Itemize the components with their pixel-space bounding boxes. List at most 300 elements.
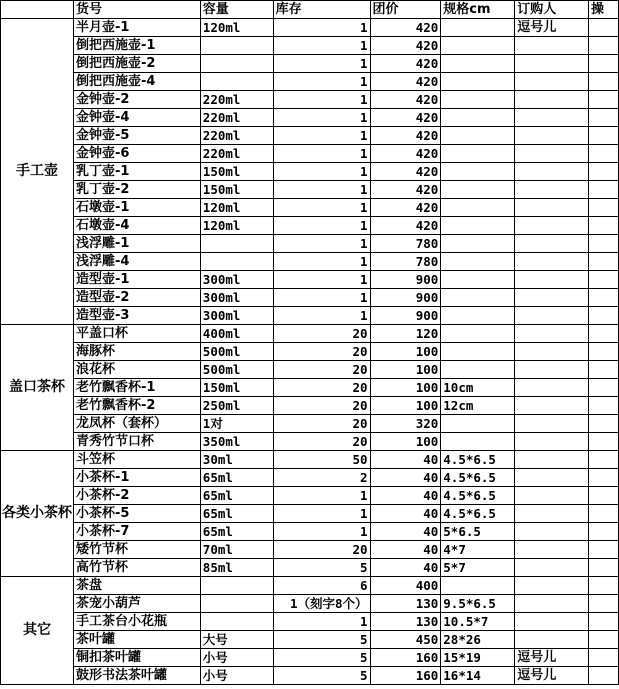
stock-cell[interactable]: 5 [273, 667, 370, 685]
buyer-cell[interactable] [515, 145, 589, 163]
group-price-cell[interactable]: 40 [370, 505, 441, 523]
item-number-cell[interactable]: 金钟壶-6 [73, 145, 200, 163]
column-header-cut-off[interactable]: 操 [589, 1, 619, 19]
stock-cell[interactable]: 1（刻字8个） [273, 595, 370, 613]
size-cell[interactable] [441, 343, 515, 361]
empty-cell[interactable] [589, 451, 619, 469]
stock-cell[interactable]: 20 [273, 361, 370, 379]
empty-cell[interactable] [589, 127, 619, 145]
item-number-cell[interactable]: 青秀竹节口杯 [73, 433, 200, 451]
size-cell[interactable]: 28*26 [441, 631, 515, 649]
item-number-cell[interactable]: 龙凤杯（套杯） [73, 415, 200, 433]
group-price-cell[interactable]: 420 [370, 73, 441, 91]
capacity-cell[interactable]: 120ml [200, 217, 273, 235]
size-cell[interactable]: 16*14 [441, 667, 515, 685]
stock-cell[interactable]: 1 [273, 235, 370, 253]
item-number-cell[interactable]: 老竹飘香杯-1 [73, 379, 200, 397]
buyer-cell[interactable] [515, 127, 589, 145]
capacity-cell[interactable]: 350ml [200, 433, 273, 451]
capacity-cell[interactable]: 120ml [200, 19, 273, 37]
empty-cell[interactable] [589, 325, 619, 343]
item-number-cell[interactable]: 茶宠小葫芦 [73, 595, 200, 613]
capacity-cell[interactable]: 65ml [200, 469, 273, 487]
buyer-cell[interactable] [515, 235, 589, 253]
stock-cell[interactable]: 1 [273, 289, 370, 307]
capacity-cell[interactable]: 85ml [200, 559, 273, 577]
capacity-cell[interactable]: 220ml [200, 127, 273, 145]
column-header-buyer[interactable]: 订购人 [515, 1, 589, 19]
item-number-cell[interactable]: 倒把西施壶-2 [73, 55, 200, 73]
buyer-cell[interactable] [515, 415, 589, 433]
size-cell[interactable]: 5*7 [441, 559, 515, 577]
buyer-cell[interactable] [515, 253, 589, 271]
item-number-cell[interactable]: 倒把西施壶-4 [73, 73, 200, 91]
buyer-cell[interactable] [515, 559, 589, 577]
group-price-cell[interactable]: 420 [370, 145, 441, 163]
item-number-cell[interactable]: 浅浮雕-1 [73, 235, 200, 253]
stock-cell[interactable]: 2 [273, 469, 370, 487]
capacity-cell[interactable]: 220ml [200, 145, 273, 163]
table-row [1, 361, 619, 379]
table-row [1, 433, 619, 451]
table-row [1, 217, 619, 235]
empty-cell[interactable] [589, 613, 619, 631]
size-cell[interactable]: 10.5*7 [441, 613, 515, 631]
table-row [1, 559, 619, 577]
table-row [1, 631, 619, 649]
stock-cell[interactable]: 20 [273, 325, 370, 343]
group-price-cell[interactable]: 100 [370, 397, 441, 415]
table-row [1, 109, 619, 127]
buyer-cell[interactable] [515, 451, 589, 469]
group-price-cell[interactable]: 780 [370, 235, 441, 253]
empty-cell[interactable] [589, 289, 619, 307]
buyer-cell[interactable] [515, 577, 589, 595]
table-row [1, 253, 619, 271]
empty-cell[interactable] [589, 109, 619, 127]
category-cell[interactable]: 盖口茶杯 [1, 325, 74, 451]
category-cell[interactable]: 各类小茶杯 [1, 451, 74, 577]
empty-cell[interactable] [589, 253, 619, 271]
stock-cell[interactable]: 5 [273, 559, 370, 577]
category-cell[interactable]: 手工壶 [1, 19, 74, 325]
stock-cell[interactable]: 20 [273, 397, 370, 415]
size-cell[interactable]: 4.5*6.5 [441, 451, 515, 469]
buyer-cell[interactable] [515, 361, 589, 379]
item-number-cell[interactable]: 金钟壶-4 [73, 109, 200, 127]
column-header-group-price[interactable]: 团价 [370, 1, 441, 19]
capacity-cell[interactable]: 1对 [200, 415, 273, 433]
item-number-cell[interactable]: 小茶杯-2 [73, 487, 200, 505]
empty-cell[interactable] [589, 415, 619, 433]
item-number-cell[interactable]: 浅浮雕-4 [73, 253, 200, 271]
empty-cell[interactable] [589, 37, 619, 55]
stock-cell[interactable]: 20 [273, 415, 370, 433]
empty-cell[interactable] [589, 433, 619, 451]
item-number-cell[interactable]: 斗笠杯 [73, 451, 200, 469]
group-price-cell[interactable]: 40 [370, 469, 441, 487]
table-row [1, 397, 619, 415]
empty-cell[interactable] [589, 523, 619, 541]
stock-cell[interactable]: 1 [273, 181, 370, 199]
capacity-cell[interactable]: 220ml [200, 109, 273, 127]
size-cell[interactable] [441, 235, 515, 253]
item-number-cell[interactable]: 乳丁壶-1 [73, 163, 200, 181]
size-cell[interactable] [441, 253, 515, 271]
table-row [1, 235, 619, 253]
capacity-cell[interactable]: 400ml [200, 325, 273, 343]
stock-cell[interactable]: 1 [273, 523, 370, 541]
size-cell[interactable] [441, 127, 515, 145]
buyer-cell[interactable] [515, 505, 589, 523]
buyer-cell[interactable]: 逗号儿 [515, 649, 589, 667]
table-row [1, 73, 619, 91]
group-price-cell[interactable]: 900 [370, 307, 441, 325]
group-price-cell[interactable]: 120 [370, 325, 441, 343]
item-number-cell[interactable]: 造型壶-3 [73, 307, 200, 325]
item-number-cell[interactable]: 鼓形书法茶叶罐 [73, 667, 200, 685]
size-cell[interactable]: 4.5*6.5 [441, 487, 515, 505]
size-cell[interactable] [441, 307, 515, 325]
group-price-cell[interactable]: 40 [370, 559, 441, 577]
stock-cell[interactable]: 1 [273, 55, 370, 73]
buyer-cell[interactable] [515, 73, 589, 91]
group-price-cell[interactable]: 420 [370, 163, 441, 181]
size-cell[interactable] [441, 577, 515, 595]
empty-cell[interactable] [589, 271, 619, 289]
empty-cell[interactable] [589, 73, 619, 91]
capacity-cell[interactable]: 150ml [200, 379, 273, 397]
size-cell[interactable] [441, 415, 515, 433]
stock-cell[interactable]: 1 [273, 217, 370, 235]
table-row [1, 325, 619, 343]
group-price-cell[interactable]: 130 [370, 595, 441, 613]
table-row [1, 163, 619, 181]
stock-cell[interactable]: 1 [273, 19, 370, 37]
category-cell[interactable]: 其它 [1, 577, 74, 685]
stock-cell[interactable]: 1 [273, 505, 370, 523]
empty-cell[interactable] [589, 19, 619, 37]
table-row [1, 523, 619, 541]
item-number-cell[interactable]: 石墩壶-1 [73, 199, 200, 217]
capacity-cell[interactable]: 30ml [200, 451, 273, 469]
item-number-cell[interactable]: 倒把西施壶-1 [73, 37, 200, 55]
capacity-cell[interactable]: 大号 [200, 631, 273, 649]
buyer-cell[interactable]: 逗号儿 [515, 19, 589, 37]
capacity-cell[interactable]: 120ml [200, 199, 273, 217]
buyer-cell[interactable] [515, 631, 589, 649]
stock-cell[interactable]: 20 [273, 433, 370, 451]
table-row [1, 343, 619, 361]
group-price-cell[interactable]: 100 [370, 343, 441, 361]
column-header-item-number[interactable]: 货号 [73, 1, 200, 19]
size-cell[interactable] [441, 55, 515, 73]
empty-cell[interactable] [589, 199, 619, 217]
buyer-cell[interactable] [515, 433, 589, 451]
buyer-cell[interactable] [515, 55, 589, 73]
capacity-cell[interactable]: 300ml [200, 289, 273, 307]
capacity-cell[interactable]: 300ml [200, 271, 273, 289]
group-price-cell[interactable]: 400 [370, 577, 441, 595]
stock-cell[interactable]: 5 [273, 631, 370, 649]
buyer-cell[interactable] [515, 199, 589, 217]
size-cell[interactable] [441, 91, 515, 109]
table-row [1, 199, 619, 217]
stock-cell[interactable]: 20 [273, 541, 370, 559]
item-number-cell[interactable]: 造型壶-2 [73, 289, 200, 307]
group-price-cell[interactable]: 450 [370, 631, 441, 649]
size-cell[interactable]: 5*6.5 [441, 523, 515, 541]
capacity-cell[interactable]: 300ml [200, 307, 273, 325]
size-cell[interactable]: 12cm [441, 397, 515, 415]
group-price-cell[interactable]: 420 [370, 127, 441, 145]
item-number-cell[interactable]: 金钟壶-5 [73, 127, 200, 145]
capacity-cell[interactable]: 150ml [200, 163, 273, 181]
stock-cell[interactable]: 20 [273, 343, 370, 361]
buyer-cell[interactable] [515, 379, 589, 397]
group-price-cell[interactable]: 900 [370, 289, 441, 307]
buyer-cell[interactable] [515, 523, 589, 541]
item-number-cell[interactable]: 小茶杯-7 [73, 523, 200, 541]
item-number-cell[interactable]: 乳丁壶-2 [73, 181, 200, 199]
column-header-stock[interactable]: 库存 [273, 1, 370, 19]
stock-cell[interactable]: 6 [273, 577, 370, 595]
capacity-cell[interactable] [200, 37, 273, 55]
empty-cell[interactable] [589, 181, 619, 199]
capacity-cell[interactable]: 150ml [200, 181, 273, 199]
size-cell[interactable]: 15*19 [441, 649, 515, 667]
table-row [1, 37, 619, 55]
stock-cell[interactable]: 20 [273, 379, 370, 397]
size-cell[interactable] [441, 325, 515, 343]
empty-cell[interactable] [589, 235, 619, 253]
table-row [1, 19, 619, 37]
group-price-cell[interactable]: 100 [370, 361, 441, 379]
capacity-cell[interactable] [200, 253, 273, 271]
empty-cell[interactable] [589, 307, 619, 325]
group-price-cell[interactable]: 780 [370, 253, 441, 271]
item-number-cell[interactable]: 茶盘 [73, 577, 200, 595]
buyer-cell[interactable] [515, 91, 589, 109]
empty-cell[interactable] [589, 343, 619, 361]
table-row [1, 613, 619, 631]
item-number-cell[interactable]: 半月壶-1 [73, 19, 200, 37]
capacity-cell[interactable]: 65ml [200, 523, 273, 541]
size-cell[interactable] [441, 19, 515, 37]
size-cell[interactable]: 9.5*6.5 [441, 595, 515, 613]
column-header-size[interactable]: 规格cm [441, 1, 515, 19]
group-price-cell[interactable]: 100 [370, 379, 441, 397]
stock-cell[interactable]: 1 [273, 145, 370, 163]
empty-cell[interactable] [589, 649, 619, 667]
table-row [1, 145, 619, 163]
size-cell[interactable]: 4.5*6.5 [441, 469, 515, 487]
buyer-cell[interactable] [515, 595, 589, 613]
size-cell[interactable] [441, 271, 515, 289]
group-price-cell[interactable]: 420 [370, 181, 441, 199]
item-number-cell[interactable]: 老竹飘香杯-2 [73, 397, 200, 415]
empty-cell[interactable] [589, 91, 619, 109]
table-row [1, 649, 619, 667]
column-header-capacity[interactable]: 容量 [200, 1, 273, 19]
size-cell[interactable]: 4.5*6.5 [441, 505, 515, 523]
empty-cell[interactable] [589, 667, 619, 685]
group-price-cell[interactable]: 40 [370, 451, 441, 469]
stock-cell[interactable]: 1 [273, 613, 370, 631]
size-cell[interactable] [441, 181, 515, 199]
capacity-cell[interactable]: 220ml [200, 91, 273, 109]
capacity-cell[interactable]: 65ml [200, 487, 273, 505]
capacity-cell[interactable]: 65ml [200, 505, 273, 523]
group-price-cell[interactable]: 420 [370, 19, 441, 37]
buyer-cell[interactable]: 逗号儿 [515, 667, 589, 685]
group-price-cell[interactable]: 420 [370, 217, 441, 235]
capacity-cell[interactable]: 250ml [200, 397, 273, 415]
size-cell[interactable] [441, 163, 515, 181]
item-number-cell[interactable]: 茶叶罐 [73, 631, 200, 649]
capacity-cell[interactable] [200, 595, 273, 613]
capacity-cell[interactable]: 小号 [200, 649, 273, 667]
table-row [1, 451, 619, 469]
buyer-cell[interactable] [515, 397, 589, 415]
group-price-cell[interactable]: 420 [370, 109, 441, 127]
buyer-cell[interactable] [515, 613, 589, 631]
capacity-cell[interactable] [200, 577, 273, 595]
stock-cell[interactable]: 1 [273, 487, 370, 505]
item-number-cell[interactable]: 小茶杯-1 [73, 469, 200, 487]
capacity-cell[interactable] [200, 55, 273, 73]
table-row [1, 577, 619, 595]
empty-cell[interactable] [589, 469, 619, 487]
empty-cell[interactable] [589, 145, 619, 163]
capacity-cell[interactable] [200, 613, 273, 631]
size-cell[interactable] [441, 73, 515, 91]
empty-cell[interactable] [589, 505, 619, 523]
empty-cell[interactable] [589, 595, 619, 613]
empty-cell[interactable] [589, 163, 619, 181]
empty-cell[interactable] [589, 559, 619, 577]
buyer-cell[interactable] [515, 217, 589, 235]
buyer-cell[interactable] [515, 271, 589, 289]
size-cell[interactable] [441, 361, 515, 379]
group-price-cell[interactable]: 40 [370, 487, 441, 505]
empty-cell[interactable] [589, 217, 619, 235]
table-row [1, 667, 619, 685]
item-number-cell[interactable]: 平盖口杯 [73, 325, 200, 343]
capacity-cell[interactable]: 500ml [200, 343, 273, 361]
table-row [1, 379, 619, 397]
corner-cell[interactable] [1, 1, 74, 19]
buyer-cell[interactable] [515, 487, 589, 505]
stock-cell[interactable]: 1 [273, 91, 370, 109]
group-price-cell[interactable]: 900 [370, 271, 441, 289]
stock-cell[interactable]: 1 [273, 271, 370, 289]
empty-cell[interactable] [589, 487, 619, 505]
item-number-cell[interactable]: 造型壶-1 [73, 271, 200, 289]
group-price-cell[interactable]: 420 [370, 37, 441, 55]
empty-cell[interactable] [589, 541, 619, 559]
stock-cell[interactable]: 50 [273, 451, 370, 469]
capacity-cell[interactable]: 500ml [200, 361, 273, 379]
empty-cell[interactable] [589, 55, 619, 73]
item-number-cell[interactable]: 金钟壶-2 [73, 91, 200, 109]
capacity-cell[interactable]: 小号 [200, 667, 273, 685]
stock-cell[interactable]: 1 [273, 163, 370, 181]
group-price-cell[interactable]: 420 [370, 91, 441, 109]
group-price-cell[interactable]: 320 [370, 415, 441, 433]
empty-cell[interactable] [589, 577, 619, 595]
capacity-cell[interactable]: 70ml [200, 541, 273, 559]
size-cell[interactable] [441, 109, 515, 127]
group-price-cell[interactable]: 100 [370, 433, 441, 451]
size-cell[interactable]: 4*7 [441, 541, 515, 559]
buyer-cell[interactable] [515, 37, 589, 55]
size-cell[interactable] [441, 145, 515, 163]
stock-cell[interactable]: 1 [273, 37, 370, 55]
empty-cell[interactable] [589, 397, 619, 415]
group-price-cell[interactable]: 420 [370, 199, 441, 217]
item-number-cell[interactable]: 浪花杯 [73, 361, 200, 379]
capacity-cell[interactable] [200, 235, 273, 253]
buyer-cell[interactable] [515, 181, 589, 199]
buyer-cell[interactable] [515, 307, 589, 325]
buyer-cell[interactable] [515, 289, 589, 307]
group-price-cell[interactable]: 420 [370, 55, 441, 73]
group-price-cell[interactable]: 40 [370, 541, 441, 559]
item-number-cell[interactable]: 小茶杯-5 [73, 505, 200, 523]
capacity-cell[interactable] [200, 73, 273, 91]
size-cell[interactable]: 10cm [441, 379, 515, 397]
stock-cell[interactable]: 1 [273, 199, 370, 217]
item-number-cell[interactable]: 海豚杯 [73, 343, 200, 361]
empty-cell[interactable] [589, 631, 619, 649]
stock-cell[interactable]: 5 [273, 649, 370, 667]
table-row [1, 505, 619, 523]
stock-cell[interactable]: 1 [273, 73, 370, 91]
item-number-cell[interactable]: 铜扣茶叶罐 [73, 649, 200, 667]
buyer-cell[interactable] [515, 469, 589, 487]
buyer-cell[interactable] [515, 541, 589, 559]
size-cell[interactable] [441, 199, 515, 217]
empty-cell[interactable] [589, 379, 619, 397]
table-row [1, 469, 619, 487]
size-cell[interactable] [441, 217, 515, 235]
stock-cell[interactable]: 1 [273, 307, 370, 325]
size-cell[interactable] [441, 433, 515, 451]
empty-cell[interactable] [589, 361, 619, 379]
table-row [1, 127, 619, 145]
header-row [1, 1, 619, 19]
item-number-cell[interactable]: 高竹节杯 [73, 559, 200, 577]
buyer-cell[interactable] [515, 343, 589, 361]
group-price-cell[interactable]: 130 [370, 613, 441, 631]
group-price-cell[interactable]: 160 [370, 667, 441, 685]
size-cell[interactable] [441, 37, 515, 55]
size-cell[interactable] [441, 289, 515, 307]
buyer-cell[interactable] [515, 325, 589, 343]
item-number-cell[interactable]: 石墩壶-4 [73, 217, 200, 235]
buyer-cell[interactable] [515, 163, 589, 181]
item-number-cell[interactable]: 手工茶台小花瓶 [73, 613, 200, 631]
table-row [1, 487, 619, 505]
stock-cell[interactable]: 1 [273, 109, 370, 127]
group-price-cell[interactable]: 40 [370, 523, 441, 541]
group-price-cell[interactable]: 160 [370, 649, 441, 667]
buyer-cell[interactable] [515, 109, 589, 127]
stock-cell[interactable]: 1 [273, 127, 370, 145]
stock-cell[interactable]: 1 [273, 253, 370, 271]
item-number-cell[interactable]: 矮竹节杯 [73, 541, 200, 559]
